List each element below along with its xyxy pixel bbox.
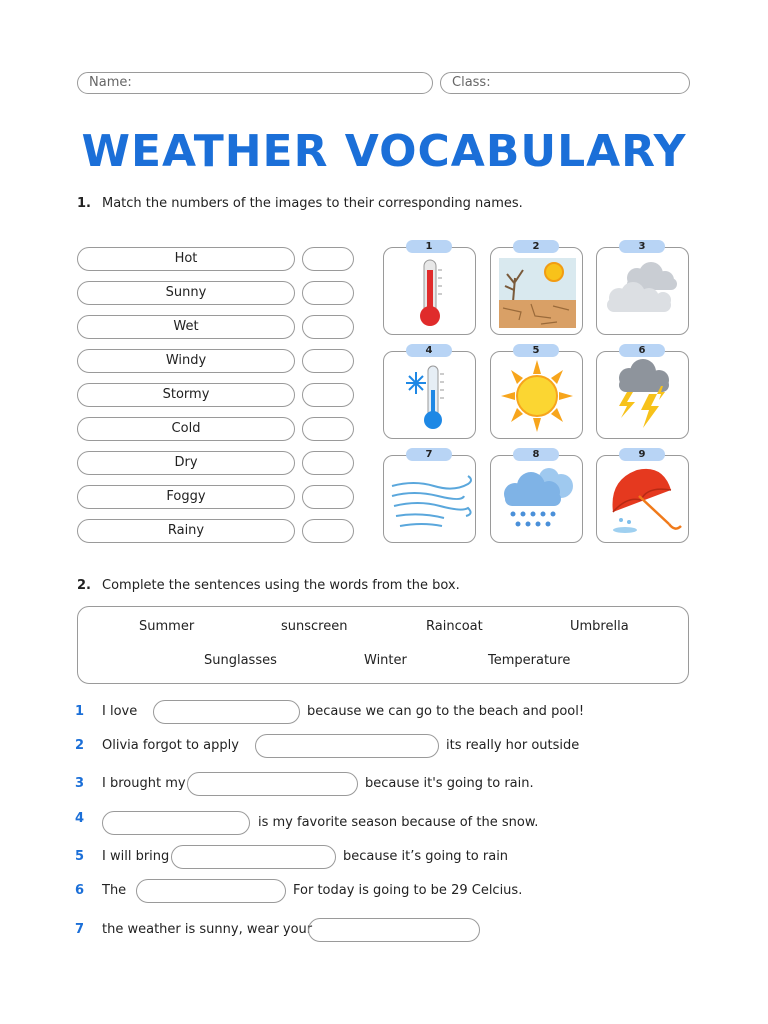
answer-box-cold[interactable] [302, 417, 354, 441]
word-sunny: Sunny [77, 281, 295, 305]
answer-blank-3[interactable] [187, 772, 358, 796]
sentence-text-after: because it's going to rain. [365, 776, 534, 791]
answer-box-foggy[interactable] [302, 485, 354, 509]
box-word: Winter [364, 653, 407, 668]
sentence-number: 6 [75, 883, 85, 898]
image-card-8 [490, 455, 583, 543]
image-card-7 [383, 455, 476, 543]
sentence-text-after: because we can go to the beach and pool! [307, 704, 585, 719]
word-hot: Hot [77, 247, 295, 271]
section1-number: 1. [77, 196, 91, 211]
word-cold: Cold [77, 417, 295, 441]
image-card-4 [383, 351, 476, 439]
answer-box-wet[interactable] [302, 315, 354, 339]
sentence-text-before: I love [102, 704, 138, 719]
box-word: Raincoat [426, 619, 483, 634]
sentence-number: 1 [75, 704, 85, 719]
answer-box-sunny[interactable] [302, 281, 354, 305]
answer-blank-5[interactable] [171, 845, 336, 869]
word-stormy: Stormy [77, 383, 295, 407]
sentence-text-after: its really hor outside [446, 738, 580, 753]
image-number-9: 9 [619, 448, 665, 461]
rain-cloud-icon [491, 456, 584, 544]
storm-cloud-icon [597, 352, 690, 440]
word-rainy: Rainy [77, 519, 295, 543]
sentence-number: 4 [75, 811, 85, 826]
image-card-1 [383, 247, 476, 335]
word-dry: Dry [77, 451, 295, 475]
dry-land-icon [491, 248, 584, 336]
wind-icon [384, 456, 477, 544]
image-number-6: 6 [619, 344, 665, 357]
fog-cloud-icon [597, 248, 690, 336]
box-word: sunscreen [281, 619, 348, 634]
sentence-text-after: For today is going to be 29 Celcius. [293, 883, 523, 898]
image-card-3 [596, 247, 689, 335]
image-number-3: 3 [619, 240, 665, 253]
answer-box-stormy[interactable] [302, 383, 354, 407]
word-wet: Wet [77, 315, 295, 339]
section2-instruction: Complete the sentences using the words from the box. [102, 578, 460, 593]
name-field[interactable] [77, 72, 433, 94]
cold-thermometer-icon [384, 352, 477, 440]
sentence-text-before: The [102, 883, 127, 898]
box-word: Summer [139, 619, 195, 634]
sentence-number: 3 [75, 776, 85, 791]
hot-thermometer-icon [384, 248, 477, 336]
image-number-7: 7 [406, 448, 452, 461]
section2-number: 2. [77, 578, 91, 593]
answer-blank-2[interactable] [255, 734, 439, 758]
sun-icon [491, 352, 584, 440]
answer-box-rainy[interactable] [302, 519, 354, 543]
class-label: Class: [452, 75, 491, 90]
sentence-text-before: Olivia forgot to apply [102, 738, 239, 753]
image-number-8: 8 [513, 448, 559, 461]
box-word: Umbrella [570, 619, 629, 634]
answer-box-dry[interactable] [302, 451, 354, 475]
sentence-text-before: the weather is sunny, wear your [102, 922, 313, 937]
answer-box-hot[interactable] [302, 247, 354, 271]
sentence-text-before: I will bring [102, 849, 170, 864]
answer-box-windy[interactable] [302, 349, 354, 373]
sentence-text-after: because it’s going to rain [343, 849, 509, 864]
answer-blank-7[interactable] [308, 918, 480, 942]
image-card-9 [596, 455, 689, 543]
image-number-1: 1 [406, 240, 452, 253]
sentence-number: 5 [75, 849, 85, 864]
image-number-4: 4 [406, 344, 452, 357]
class-field[interactable] [440, 72, 690, 94]
word-windy: Windy [77, 349, 295, 373]
image-card-2 [490, 247, 583, 335]
name-label: Name: [89, 75, 132, 90]
sentence-text-after: is my favorite season because of the snow. [258, 815, 539, 830]
sentence-text-before: I brought my [102, 776, 186, 791]
image-card-6 [596, 351, 689, 439]
sentence-number: 7 [75, 922, 85, 937]
answer-blank-4[interactable] [102, 811, 250, 835]
image-number-2: 2 [513, 240, 559, 253]
umbrella-icon [597, 456, 690, 544]
answer-blank-1[interactable] [153, 700, 300, 724]
box-word: Sunglasses [204, 653, 277, 668]
image-number-5: 5 [513, 344, 559, 357]
word-box [77, 606, 689, 684]
answer-blank-6[interactable] [136, 879, 286, 903]
image-card-5 [490, 351, 583, 439]
page-title: WEATHER VOCABULARY [81, 126, 687, 177]
sentence-number: 2 [75, 738, 85, 753]
box-word: Temperature [488, 653, 571, 668]
word-foggy: Foggy [77, 485, 295, 509]
section1-instruction: Match the numbers of the images to their corresponding names. [102, 196, 523, 211]
